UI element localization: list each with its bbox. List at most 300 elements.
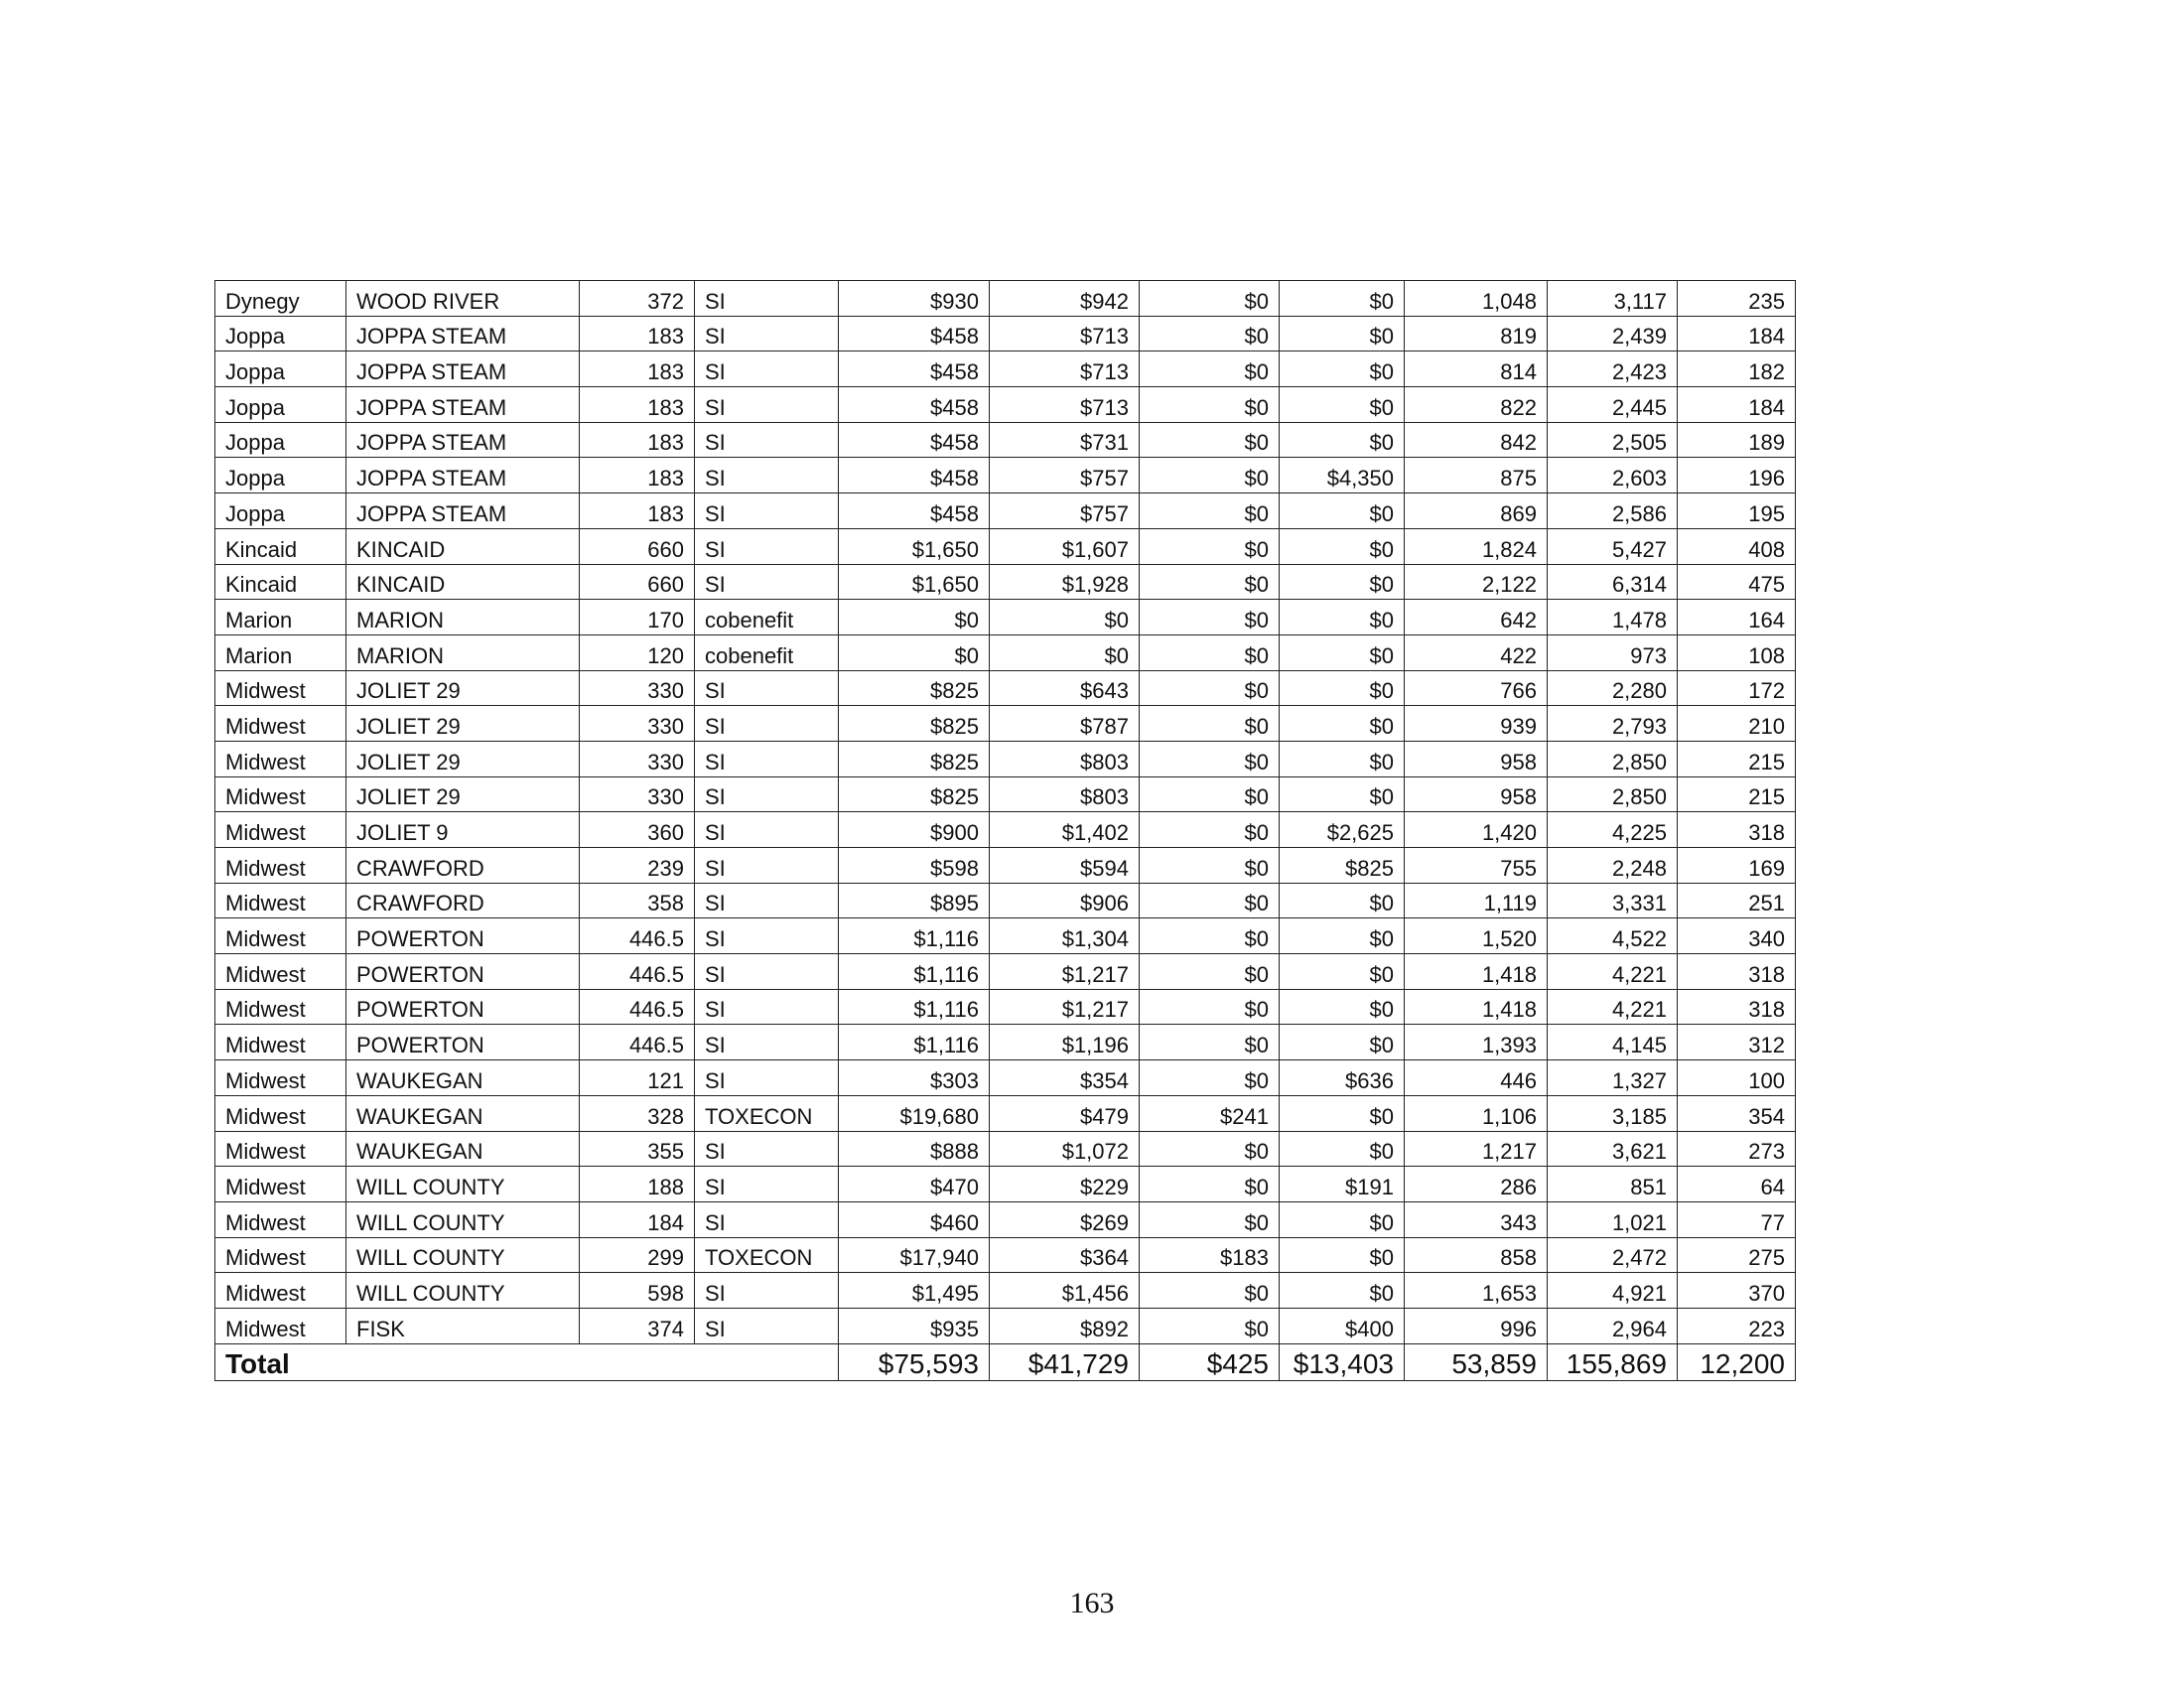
plant-cell: JOPPA STEAM xyxy=(346,458,580,493)
cost-cell-d: $0 xyxy=(1280,1025,1405,1060)
total-value: $41,729 xyxy=(990,1343,1140,1380)
capacity-cell: 183 xyxy=(580,422,695,458)
table-row xyxy=(215,493,1796,529)
cost-cell-d: $400 xyxy=(1280,1308,1405,1343)
value-cell-b: 2,850 xyxy=(1548,776,1678,812)
plant-cell: KINCAID xyxy=(346,528,580,564)
cost-cell-a: $895 xyxy=(839,883,990,918)
cost-cell-b: $364 xyxy=(990,1237,1140,1273)
plant-cell: JOPPA STEAM xyxy=(346,316,580,351)
value-cell-c: 340 xyxy=(1678,918,1796,954)
capacity-cell: 183 xyxy=(580,458,695,493)
capacity-cell: 355 xyxy=(580,1131,695,1167)
plant-cell: WAUKEGAN xyxy=(346,1131,580,1167)
control-type-cell: SI xyxy=(695,670,839,706)
company-cell: Midwest xyxy=(215,848,346,884)
plant-cell: JOLIET 9 xyxy=(346,812,580,848)
capacity-cell: 183 xyxy=(580,351,695,387)
cost-cell-d: $0 xyxy=(1280,1201,1405,1237)
value-cell-c: 475 xyxy=(1678,564,1796,600)
table-row xyxy=(215,776,1796,812)
table-row xyxy=(215,351,1796,387)
cost-cell-b: $269 xyxy=(990,1201,1140,1237)
control-type-cell: SI xyxy=(695,1308,839,1343)
table-row xyxy=(215,989,1796,1025)
value-cell-b: 3,621 xyxy=(1548,1131,1678,1167)
cost-cell-b: $1,072 xyxy=(990,1131,1140,1167)
control-type-cell: cobenefit xyxy=(695,600,839,635)
cost-cell-a: $888 xyxy=(839,1131,990,1167)
company-cell: Kincaid xyxy=(215,564,346,600)
capacity-cell: 183 xyxy=(580,387,695,423)
cost-cell-b: $1,402 xyxy=(990,812,1140,848)
cost-cell-d: $0 xyxy=(1280,422,1405,458)
value-cell-b: 4,522 xyxy=(1548,918,1678,954)
cost-cell-a: $303 xyxy=(839,1060,990,1096)
total-value: 12,200 xyxy=(1678,1343,1796,1380)
company-cell: Midwest xyxy=(215,812,346,848)
value-cell-b: 4,921 xyxy=(1548,1273,1678,1309)
cost-cell-c: $0 xyxy=(1140,741,1280,776)
plant-cell: JOLIET 29 xyxy=(346,776,580,812)
value-cell-b: 2,505 xyxy=(1548,422,1678,458)
table-row xyxy=(215,1025,1796,1060)
capacity-cell: 328 xyxy=(580,1095,695,1131)
table-row xyxy=(215,600,1796,635)
cost-cell-d: $2,625 xyxy=(1280,812,1405,848)
plant-cell: FISK xyxy=(346,1308,580,1343)
control-type-cell: SI xyxy=(695,812,839,848)
capacity-cell: 330 xyxy=(580,670,695,706)
control-type-cell: SI xyxy=(695,281,839,317)
plant-cell: POWERTON xyxy=(346,1025,580,1060)
value-cell-c: 184 xyxy=(1678,316,1796,351)
value-cell-a: 766 xyxy=(1405,670,1548,706)
cost-cell-d: $0 xyxy=(1280,528,1405,564)
cost-cell-b: $906 xyxy=(990,883,1140,918)
cost-cell-d: $0 xyxy=(1280,281,1405,317)
capacity-cell: 330 xyxy=(580,706,695,742)
value-cell-b: 2,850 xyxy=(1548,741,1678,776)
cost-cell-b: $594 xyxy=(990,848,1140,884)
control-type-cell: SI xyxy=(695,422,839,458)
plant-cell: WAUKEGAN xyxy=(346,1060,580,1096)
capacity-cell: 374 xyxy=(580,1308,695,1343)
value-cell-c: 77 xyxy=(1678,1201,1796,1237)
control-type-cell: SI xyxy=(695,528,839,564)
company-cell: Joppa xyxy=(215,493,346,529)
cost-cell-d: $0 xyxy=(1280,741,1405,776)
company-cell: Joppa xyxy=(215,351,346,387)
capacity-cell: 121 xyxy=(580,1060,695,1096)
plant-cell: JOPPA STEAM xyxy=(346,387,580,423)
value-cell-c: 273 xyxy=(1678,1131,1796,1167)
cost-cell-b: $803 xyxy=(990,776,1140,812)
control-type-cell: SI xyxy=(695,316,839,351)
cost-cell-a: $458 xyxy=(839,458,990,493)
total-value: 53,859 xyxy=(1405,1343,1548,1380)
capacity-cell: 446.5 xyxy=(580,1025,695,1060)
cost-cell-a: $825 xyxy=(839,670,990,706)
cost-cell-a: $458 xyxy=(839,422,990,458)
table-row xyxy=(215,1131,1796,1167)
company-cell: Midwest xyxy=(215,1131,346,1167)
cost-cell-a: $0 xyxy=(839,634,990,670)
company-cell: Midwest xyxy=(215,1025,346,1060)
capacity-cell: 446.5 xyxy=(580,989,695,1025)
cost-cell-b: $1,217 xyxy=(990,954,1140,990)
total-value: $425 xyxy=(1140,1343,1280,1380)
value-cell-c: 169 xyxy=(1678,848,1796,884)
cost-cell-c: $0 xyxy=(1140,1131,1280,1167)
value-cell-a: 858 xyxy=(1405,1237,1548,1273)
value-cell-b: 973 xyxy=(1548,634,1678,670)
value-cell-a: 642 xyxy=(1405,600,1548,635)
capacity-cell: 188 xyxy=(580,1167,695,1202)
value-cell-b: 3,331 xyxy=(1548,883,1678,918)
cost-cell-b: $757 xyxy=(990,458,1140,493)
company-cell: Midwest xyxy=(215,1095,346,1131)
value-cell-c: 223 xyxy=(1678,1308,1796,1343)
value-cell-b: 2,472 xyxy=(1548,1237,1678,1273)
value-cell-b: 2,423 xyxy=(1548,351,1678,387)
plant-cell: CRAWFORD xyxy=(346,848,580,884)
cost-cell-a: $19,680 xyxy=(839,1095,990,1131)
cost-cell-a: $458 xyxy=(839,493,990,529)
value-cell-a: 2,122 xyxy=(1405,564,1548,600)
table-row xyxy=(215,1273,1796,1309)
cost-cell-d: $0 xyxy=(1280,1095,1405,1131)
cost-cell-a: $935 xyxy=(839,1308,990,1343)
capacity-cell: 358 xyxy=(580,883,695,918)
cost-cell-b: $892 xyxy=(990,1308,1140,1343)
value-cell-a: 958 xyxy=(1405,776,1548,812)
cost-cell-b: $354 xyxy=(990,1060,1140,1096)
capacity-cell: 446.5 xyxy=(580,954,695,990)
cost-cell-a: $1,495 xyxy=(839,1273,990,1309)
control-type-cell: SI xyxy=(695,564,839,600)
value-cell-c: 164 xyxy=(1678,600,1796,635)
control-type-cell: TOXECON xyxy=(695,1237,839,1273)
total-row xyxy=(215,1343,1796,1380)
plant-cell: WILL COUNTY xyxy=(346,1273,580,1309)
total-label: Total xyxy=(215,1343,839,1380)
value-cell-a: 1,420 xyxy=(1405,812,1548,848)
control-type-cell: SI xyxy=(695,883,839,918)
table-row xyxy=(215,1237,1796,1273)
company-cell: Midwest xyxy=(215,1060,346,1096)
cost-cell-c: $0 xyxy=(1140,1060,1280,1096)
capacity-cell: 239 xyxy=(580,848,695,884)
capacity-cell: 184 xyxy=(580,1201,695,1237)
plant-cell: POWERTON xyxy=(346,918,580,954)
value-cell-c: 64 xyxy=(1678,1167,1796,1202)
cost-cell-b: $713 xyxy=(990,316,1140,351)
control-type-cell: SI xyxy=(695,918,839,954)
cost-cell-a: $900 xyxy=(839,812,990,848)
company-cell: Midwest xyxy=(215,1167,346,1202)
cost-cell-c: $0 xyxy=(1140,883,1280,918)
control-type-cell: SI xyxy=(695,741,839,776)
company-cell: Midwest xyxy=(215,954,346,990)
cost-cell-a: $1,116 xyxy=(839,918,990,954)
cost-cell-a: $1,116 xyxy=(839,1025,990,1060)
value-cell-b: 2,793 xyxy=(1548,706,1678,742)
company-cell: Marion xyxy=(215,600,346,635)
value-cell-a: 1,119 xyxy=(1405,883,1548,918)
value-cell-c: 184 xyxy=(1678,387,1796,423)
cost-cell-b: $713 xyxy=(990,387,1140,423)
cost-cell-c: $0 xyxy=(1140,493,1280,529)
value-cell-c: 312 xyxy=(1678,1025,1796,1060)
cost-cell-d: $0 xyxy=(1280,989,1405,1025)
cost-cell-c: $0 xyxy=(1140,458,1280,493)
cost-cell-c: $0 xyxy=(1140,1201,1280,1237)
cost-cell-d: $0 xyxy=(1280,670,1405,706)
value-cell-b: 1,478 xyxy=(1548,600,1678,635)
capacity-cell: 120 xyxy=(580,634,695,670)
cost-cell-b: $1,304 xyxy=(990,918,1140,954)
company-cell: Midwest xyxy=(215,1201,346,1237)
value-cell-a: 939 xyxy=(1405,706,1548,742)
cost-cell-c: $0 xyxy=(1140,1308,1280,1343)
control-type-cell: SI xyxy=(695,706,839,742)
cost-cell-c: $0 xyxy=(1140,1167,1280,1202)
cost-cell-b: $803 xyxy=(990,741,1140,776)
company-cell: Midwest xyxy=(215,1308,346,1343)
plant-cell: CRAWFORD xyxy=(346,883,580,918)
control-type-cell: SI xyxy=(695,989,839,1025)
cost-cell-c: $0 xyxy=(1140,1273,1280,1309)
table-row xyxy=(215,1095,1796,1131)
plant-cell: KINCAID xyxy=(346,564,580,600)
cost-cell-b: $1,196 xyxy=(990,1025,1140,1060)
capacity-cell: 372 xyxy=(580,281,695,317)
value-cell-a: 755 xyxy=(1405,848,1548,884)
capacity-cell: 360 xyxy=(580,812,695,848)
value-cell-c: 195 xyxy=(1678,493,1796,529)
control-type-cell: SI xyxy=(695,1025,839,1060)
plant-cell: JOLIET 29 xyxy=(346,741,580,776)
table-row xyxy=(215,706,1796,742)
control-type-cell: SI xyxy=(695,954,839,990)
cost-cell-c: $0 xyxy=(1140,528,1280,564)
cost-cell-c: $183 xyxy=(1140,1237,1280,1273)
cost-cell-c: $0 xyxy=(1140,989,1280,1025)
plant-cell: WOOD RIVER xyxy=(346,281,580,317)
cost-cell-b: $757 xyxy=(990,493,1140,529)
company-cell: Midwest xyxy=(215,918,346,954)
cost-cell-a: $598 xyxy=(839,848,990,884)
cost-cell-d: $0 xyxy=(1280,706,1405,742)
value-cell-a: 343 xyxy=(1405,1201,1548,1237)
cost-cell-a: $825 xyxy=(839,776,990,812)
cost-cell-c: $0 xyxy=(1140,564,1280,600)
value-cell-b: 4,221 xyxy=(1548,989,1678,1025)
cost-cell-b: $731 xyxy=(990,422,1140,458)
control-type-cell: SI xyxy=(695,458,839,493)
cost-cell-d: $0 xyxy=(1280,387,1405,423)
table-row xyxy=(215,1201,1796,1237)
control-type-cell: SI xyxy=(695,1273,839,1309)
table-row xyxy=(215,1167,1796,1202)
table-row xyxy=(215,458,1796,493)
control-type-cell: SI xyxy=(695,776,839,812)
capacity-cell: 598 xyxy=(580,1273,695,1309)
value-cell-a: 1,418 xyxy=(1405,954,1548,990)
value-cell-c: 370 xyxy=(1678,1273,1796,1309)
table-row xyxy=(215,634,1796,670)
cost-cell-a: $458 xyxy=(839,316,990,351)
cost-cell-d: $0 xyxy=(1280,316,1405,351)
table-row xyxy=(215,564,1796,600)
cost-cell-d: $0 xyxy=(1280,883,1405,918)
cost-cell-c: $0 xyxy=(1140,670,1280,706)
table-row xyxy=(215,528,1796,564)
value-cell-a: 1,653 xyxy=(1405,1273,1548,1309)
total-value: 155,869 xyxy=(1548,1343,1678,1380)
value-cell-b: 2,603 xyxy=(1548,458,1678,493)
cost-cell-b: $1,928 xyxy=(990,564,1140,600)
cost-cell-d: $0 xyxy=(1280,918,1405,954)
capacity-cell: 170 xyxy=(580,600,695,635)
cost-cell-c: $0 xyxy=(1140,316,1280,351)
capacity-cell: 446.5 xyxy=(580,918,695,954)
company-cell: Midwest xyxy=(215,883,346,918)
table-row xyxy=(215,954,1796,990)
value-cell-a: 1,106 xyxy=(1405,1095,1548,1131)
value-cell-c: 189 xyxy=(1678,422,1796,458)
company-cell: Joppa xyxy=(215,458,346,493)
control-type-cell: SI xyxy=(695,1060,839,1096)
cost-cell-a: $0 xyxy=(839,600,990,635)
company-cell: Midwest xyxy=(215,706,346,742)
table-row xyxy=(215,670,1796,706)
value-cell-a: 1,393 xyxy=(1405,1025,1548,1060)
cost-cell-d: $4,350 xyxy=(1280,458,1405,493)
cost-cell-b: $713 xyxy=(990,351,1140,387)
control-type-cell: SI xyxy=(695,1131,839,1167)
value-cell-c: 408 xyxy=(1678,528,1796,564)
cost-cell-d: $0 xyxy=(1280,634,1405,670)
cost-cell-c: $0 xyxy=(1140,776,1280,812)
cost-cell-c: $0 xyxy=(1140,954,1280,990)
value-cell-c: 354 xyxy=(1678,1095,1796,1131)
cost-cell-b: $0 xyxy=(990,634,1140,670)
cost-cell-d: $825 xyxy=(1280,848,1405,884)
cost-cell-a: $458 xyxy=(839,387,990,423)
value-cell-b: 5,427 xyxy=(1548,528,1678,564)
cost-cell-b: $0 xyxy=(990,600,1140,635)
value-cell-b: 2,248 xyxy=(1548,848,1678,884)
value-cell-b: 1,327 xyxy=(1548,1060,1678,1096)
cost-cell-b: $1,217 xyxy=(990,989,1140,1025)
control-type-cell: SI xyxy=(695,1201,839,1237)
plant-cell: WAUKEGAN xyxy=(346,1095,580,1131)
table-row xyxy=(215,918,1796,954)
capacity-cell: 660 xyxy=(580,528,695,564)
value-cell-c: 318 xyxy=(1678,989,1796,1025)
cost-cell-c: $0 xyxy=(1140,600,1280,635)
company-cell: Midwest xyxy=(215,741,346,776)
value-cell-b: 4,221 xyxy=(1548,954,1678,990)
value-cell-c: 108 xyxy=(1678,634,1796,670)
cost-cell-c: $0 xyxy=(1140,387,1280,423)
value-cell-a: 1,418 xyxy=(1405,989,1548,1025)
value-cell-a: 996 xyxy=(1405,1308,1548,1343)
emissions-cost-table xyxy=(214,280,1796,1381)
cost-cell-a: $17,940 xyxy=(839,1237,990,1273)
table-body xyxy=(215,281,1796,1381)
table-row xyxy=(215,422,1796,458)
cost-cell-c: $241 xyxy=(1140,1095,1280,1131)
cost-cell-d: $0 xyxy=(1280,351,1405,387)
value-cell-c: 100 xyxy=(1678,1060,1796,1096)
plant-cell: JOPPA STEAM xyxy=(346,493,580,529)
value-cell-b: 2,964 xyxy=(1548,1308,1678,1343)
value-cell-c: 251 xyxy=(1678,883,1796,918)
value-cell-b: 2,586 xyxy=(1548,493,1678,529)
cost-cell-a: $1,116 xyxy=(839,989,990,1025)
cost-cell-a: $825 xyxy=(839,741,990,776)
cost-cell-c: $0 xyxy=(1140,706,1280,742)
plant-cell: JOLIET 29 xyxy=(346,670,580,706)
plant-cell: JOPPA STEAM xyxy=(346,351,580,387)
control-type-cell: SI xyxy=(695,848,839,884)
value-cell-b: 1,021 xyxy=(1548,1201,1678,1237)
cost-cell-d: $0 xyxy=(1280,564,1405,600)
cost-cell-a: $1,650 xyxy=(839,564,990,600)
cost-cell-c: $0 xyxy=(1140,351,1280,387)
value-cell-b: 4,225 xyxy=(1548,812,1678,848)
company-cell: Marion xyxy=(215,634,346,670)
table-row xyxy=(215,883,1796,918)
plant-cell: JOPPA STEAM xyxy=(346,422,580,458)
cost-cell-a: $470 xyxy=(839,1167,990,1202)
value-cell-a: 842 xyxy=(1405,422,1548,458)
cost-cell-a: $458 xyxy=(839,351,990,387)
cost-cell-d: $0 xyxy=(1280,776,1405,812)
capacity-cell: 330 xyxy=(580,741,695,776)
company-cell: Kincaid xyxy=(215,528,346,564)
value-cell-c: 235 xyxy=(1678,281,1796,317)
cost-cell-a: $930 xyxy=(839,281,990,317)
value-cell-b: 2,439 xyxy=(1548,316,1678,351)
table-row xyxy=(215,848,1796,884)
value-cell-c: 172 xyxy=(1678,670,1796,706)
cost-cell-d: $191 xyxy=(1280,1167,1405,1202)
table-row xyxy=(215,741,1796,776)
value-cell-c: 318 xyxy=(1678,812,1796,848)
plant-cell: WILL COUNTY xyxy=(346,1201,580,1237)
table-row xyxy=(215,281,1796,317)
capacity-cell: 660 xyxy=(580,564,695,600)
cost-cell-b: $787 xyxy=(990,706,1140,742)
cost-cell-d: $0 xyxy=(1280,1131,1405,1167)
company-cell: Midwest xyxy=(215,1273,346,1309)
page-number: 163 xyxy=(1069,1587,1115,1619)
value-cell-c: 318 xyxy=(1678,954,1796,990)
cost-cell-c: $0 xyxy=(1140,281,1280,317)
value-cell-b: 4,145 xyxy=(1548,1025,1678,1060)
value-cell-a: 286 xyxy=(1405,1167,1548,1202)
value-cell-b: 2,445 xyxy=(1548,387,1678,423)
value-cell-a: 1,048 xyxy=(1405,281,1548,317)
cost-cell-a: $825 xyxy=(839,706,990,742)
table-row xyxy=(215,387,1796,423)
cost-cell-d: $0 xyxy=(1280,1237,1405,1273)
plant-cell: WILL COUNTY xyxy=(346,1237,580,1273)
